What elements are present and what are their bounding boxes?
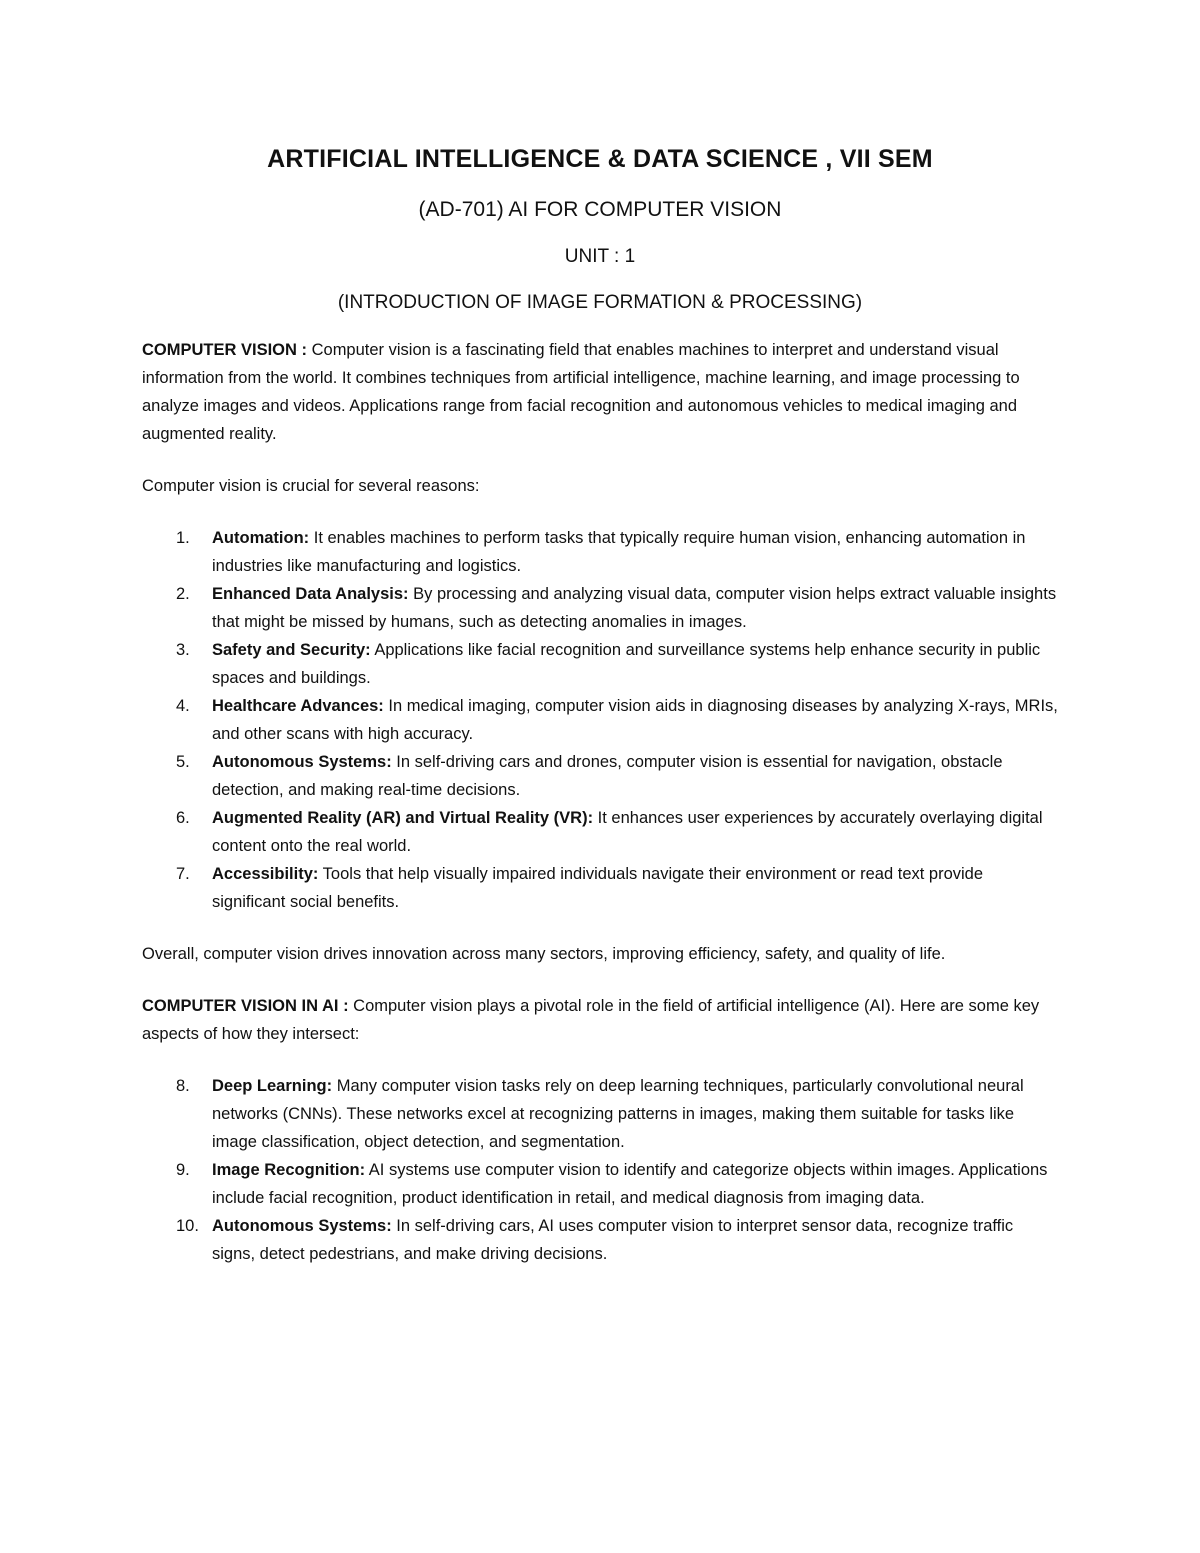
list-term: Automation:: [212, 529, 310, 547]
computer-vision-in-ai-paragraph: [142, 992, 1058, 1048]
list-item: [176, 636, 1058, 692]
paragraph-lead: COMPUTER VISION :: [142, 341, 308, 359]
list-item: [176, 804, 1058, 860]
course-subtitle: (AD-701) AI FOR COMPUTER VISION: [418, 198, 782, 221]
list-term: Image Recognition:: [212, 1161, 366, 1179]
list-text: By processing and analyzing visual data, computer vision helps extract valuable insights that might be missed by humans, such as detecting anomalies in images.: [212, 585, 1057, 631]
list-item: [176, 1156, 1058, 1212]
list-number: 9.: [176, 1161, 190, 1179]
list-number: 4.: [176, 697, 190, 715]
list-item: [176, 748, 1058, 804]
document-title: ARTIFICIAL INTELLIGENCE & DATA SCIENCE , VII SEM: [267, 145, 933, 173]
topic-heading: (INTRODUCTION OF IMAGE FORMATION & PROCESSING): [337, 292, 863, 313]
computer-vision-paragraph: [142, 336, 1058, 448]
list-number: 8.: [176, 1077, 190, 1095]
list-text: In self-driving cars, AI uses computer vision to interpret sensor data, recognize traffic signs, detect pedestrians, and make driving decisions.: [212, 1217, 1014, 1263]
list-term: Enhanced Data Analysis:: [212, 585, 409, 603]
list-number: 2.: [176, 585, 190, 603]
list-text: In self-driving cars and drones, computer vision is essential for navigation, obstacle detection, and making real-time decisions.: [212, 753, 1003, 799]
list-item: [176, 580, 1058, 636]
list-text: Tools that help visually impaired individuals navigate their environment or read text provide significant social benefits.: [212, 865, 984, 911]
list-number: 5.: [176, 753, 190, 771]
list-term: Autonomous Systems:: [212, 1217, 392, 1235]
list-item: [176, 692, 1058, 748]
list-item: [176, 1212, 1058, 1268]
list-item: [176, 524, 1058, 580]
conclusion-paragraph: Overall, computer vision drives innovation across many sectors, improving efficiency, safety, and quality of life.: [142, 945, 946, 963]
list-item: [176, 860, 1058, 916]
list-term: Accessibility:: [212, 865, 319, 883]
list-text: AI systems use computer vision to identify and categorize objects within images. Applications include facial recognition, product identification in retail, and medical diagnosis from imaging data.: [212, 1161, 1048, 1207]
list-number: 1.: [176, 529, 190, 547]
list-number: 3.: [176, 641, 190, 659]
list-term: Safety and Security:: [212, 641, 371, 659]
paragraph-text: Computer vision is a fascinating field that enables machines to interpret and understand visual information from the world. It combines techniques from artificial intelligence, machine learning, and image processing to analyze images and videos. Applications range from facial recognition and autonomous vehicles to medical imaging and augmented reality.: [142, 341, 1020, 443]
list-text: Many computer vision tasks rely on deep learning techniques, particularly convolutional neural networks (CNNs). These networks excel at recognizing patterns in images, making them suitable for tasks like image classification, object detection, and segmentation.: [212, 1077, 1024, 1151]
list-text: Applications like facial recognition and surveillance systems help enhance security in public spaces and buildings.: [212, 641, 1041, 687]
list-number: 6.: [176, 809, 190, 827]
unit-heading: UNIT : 1: [564, 246, 636, 267]
list-text: In medical imaging, computer vision aids in diagnosing diseases by analyzing X-rays, MRIs, and other scans with high accuracy.: [212, 697, 1058, 743]
list-text: It enhances user experiences by accurately overlaying digital content onto the real world.: [212, 809, 1043, 855]
list-term: Deep Learning:: [212, 1077, 333, 1095]
paragraph-lead: COMPUTER VISION IN AI :: [142, 997, 349, 1015]
reasons-list: [142, 524, 1058, 916]
list-term: Autonomous Systems:: [212, 753, 392, 771]
list-term: Augmented Reality (AR) and Virtual Reality (VR):: [212, 809, 594, 827]
paragraph-text: Computer vision plays a pivotal role in the field of artificial intelligence (AI). Here are some key aspects of how they intersect:: [142, 997, 1040, 1043]
list-text: It enables machines to perform tasks that typically require human vision, enhancing automation in industries like manufacturing and logistics.: [212, 529, 1026, 575]
reasons-intro: Computer vision is crucial for several reasons:: [142, 477, 480, 495]
list-term: Healthcare Advances:: [212, 697, 384, 715]
list-item: [176, 1072, 1058, 1156]
list-number: 10.: [176, 1217, 199, 1235]
aspects-list: [142, 1072, 1058, 1268]
list-number: 7.: [176, 865, 190, 883]
